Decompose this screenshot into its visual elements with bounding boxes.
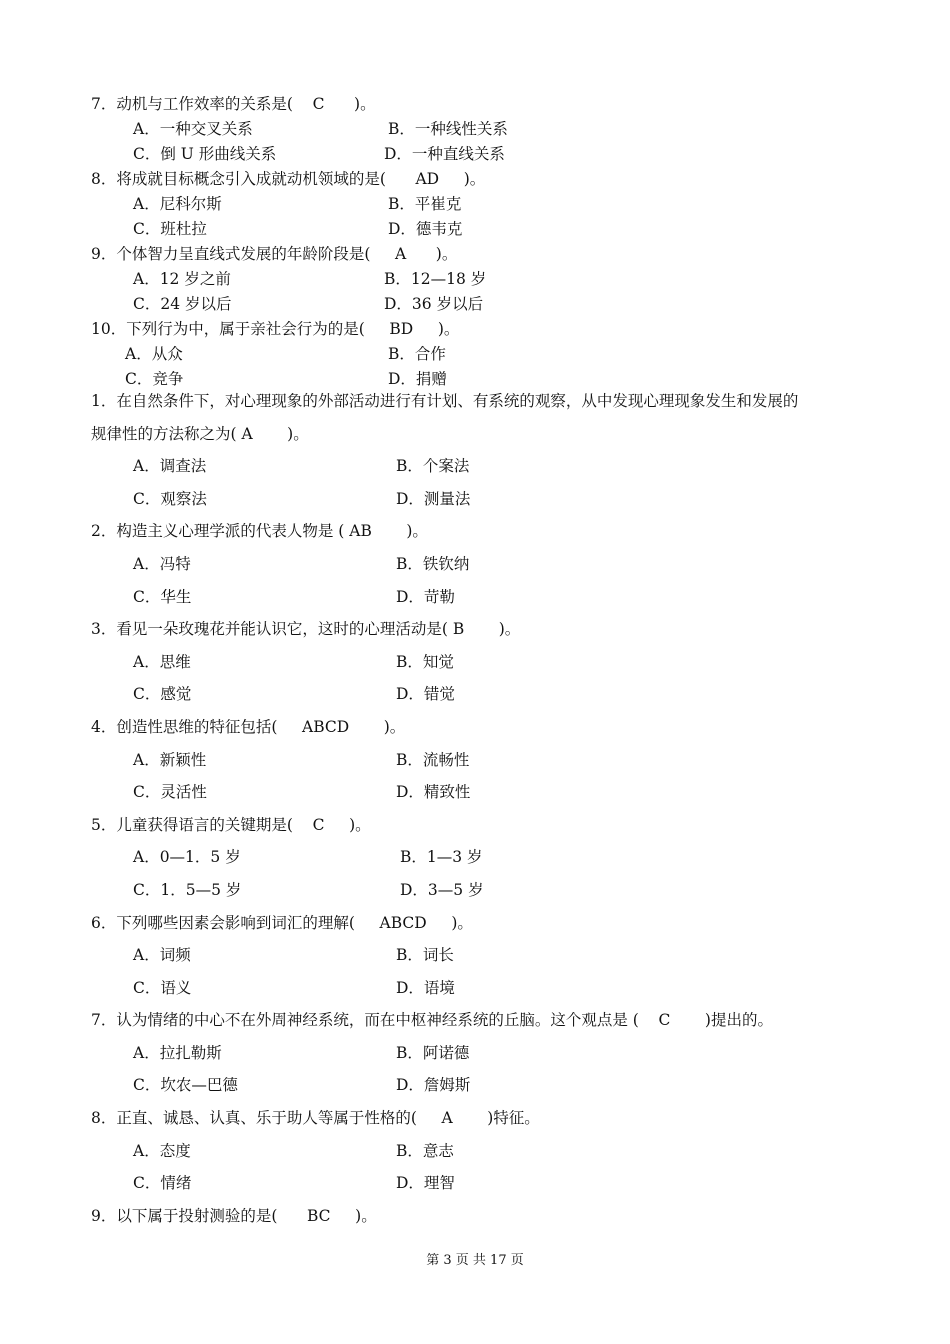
option-d: D．詹姆斯	[396, 1076, 471, 1094]
question-text-cont: 规律性的方法称之为( A )。	[91, 425, 309, 443]
option-b: B．一种线性关系	[388, 120, 508, 138]
option-d: D．36 岁以后	[384, 295, 484, 313]
option-c: C．语义	[133, 979, 192, 997]
question-text: 9．以下属于投射测验的是( BC )。	[91, 1207, 377, 1225]
option-a: A．从众	[125, 345, 183, 363]
option-a: A．拉扎勒斯	[133, 1044, 222, 1062]
option-d: D．语境	[396, 979, 455, 997]
option-a: A．态度	[133, 1142, 191, 1160]
question-text: 2．构造主义心理学派的代表人物是 ( AB )。	[91, 522, 428, 540]
option-a: A．0—1．5 岁	[133, 848, 241, 866]
option-b: B．阿诺德	[396, 1044, 470, 1062]
option-a: A．尼科尔斯	[133, 195, 222, 213]
option-b: B．流畅性	[396, 751, 470, 769]
option-d: D．德韦克	[388, 220, 463, 238]
option-c: C．华生	[133, 588, 192, 606]
question-text: 8．正直、诚恳、认真、乐于助人等属于性格的( A )特征。	[91, 1109, 540, 1127]
option-b: B．知觉	[396, 653, 454, 671]
question-text: 5．儿童获得语言的关键期是( C )。	[91, 816, 371, 834]
option-d: D．一种直线关系	[384, 145, 505, 163]
option-a: A．词频	[133, 946, 191, 964]
option-b: B．意志	[396, 1142, 454, 1160]
option-b: B．个案法	[396, 457, 470, 475]
question-text: 3．看见一朵玫瑰花并能认识它，这时的心理活动是( B )。	[91, 620, 521, 638]
page-footer: 第 3 页 共 17 页	[426, 1253, 524, 1268]
option-b: B．平崔克	[388, 195, 462, 213]
question-text: 1．在自然条件下，对心理现象的外部活动进行有计划、有系统的观察，从中发现心理现象发生和发展的	[91, 392, 799, 410]
option-d: D．苛勒	[396, 588, 455, 606]
option-c: C．竞争	[125, 370, 184, 388]
option-c: C．班杜拉	[133, 220, 207, 238]
option-b: B．12—18 岁	[384, 270, 487, 288]
option-c: C．坎农—巴德	[133, 1076, 238, 1094]
question-text: 4．创造性思维的特征包括( ABCD )。	[91, 718, 406, 736]
option-d: D．精致性	[396, 783, 471, 801]
question-text: 8．将成就目标概念引入成就动机领域的是( AD )。	[91, 170, 486, 188]
option-a: A．新颖性	[133, 751, 207, 769]
option-c: C．情绪	[133, 1174, 192, 1192]
option-a: A．调查法	[133, 457, 207, 475]
question-text: 10．下列行为中，属于亲社会行为的是( BD )。	[91, 320, 460, 338]
option-c: C．24 岁以后	[133, 295, 232, 313]
option-d: D．3—5 岁	[400, 881, 484, 899]
option-b: B．词长	[396, 946, 454, 964]
option-b: B．1—3 岁	[400, 848, 483, 866]
option-a: A．一种交叉关系	[133, 120, 253, 138]
question-text: 6．下列哪些因素会影响到词汇的理解( ABCD )。	[91, 914, 473, 932]
option-d: D．错觉	[396, 685, 455, 703]
option-b: B．铁钦纳	[396, 555, 470, 573]
option-c: C．感觉	[133, 685, 192, 703]
question-text: 7．认为情绪的中心不在外周神经系统，而在中枢神经系统的丘脑。这个观点是 ( C )提出的。	[91, 1011, 773, 1029]
question-text: 7．动机与工作效率的关系是( C )。	[91, 95, 376, 113]
option-c: C．1．5—5 岁	[133, 881, 242, 899]
option-a: A．冯特	[133, 555, 191, 573]
question-text: 9．个体智力呈直线式发展的年龄阶段是( A )。	[91, 245, 458, 263]
option-c: C．倒 U 形曲线关系	[133, 145, 277, 163]
option-d: D．测量法	[396, 490, 471, 508]
option-d: D．捐赠	[388, 370, 447, 388]
option-d: D．理智	[396, 1174, 455, 1192]
option-a: A．12 岁之前	[133, 270, 231, 288]
option-c: C．灵活性	[133, 783, 207, 801]
option-b: B．合作	[388, 345, 446, 363]
option-c: C．观察法	[133, 490, 207, 508]
option-a: A．思维	[133, 653, 191, 671]
